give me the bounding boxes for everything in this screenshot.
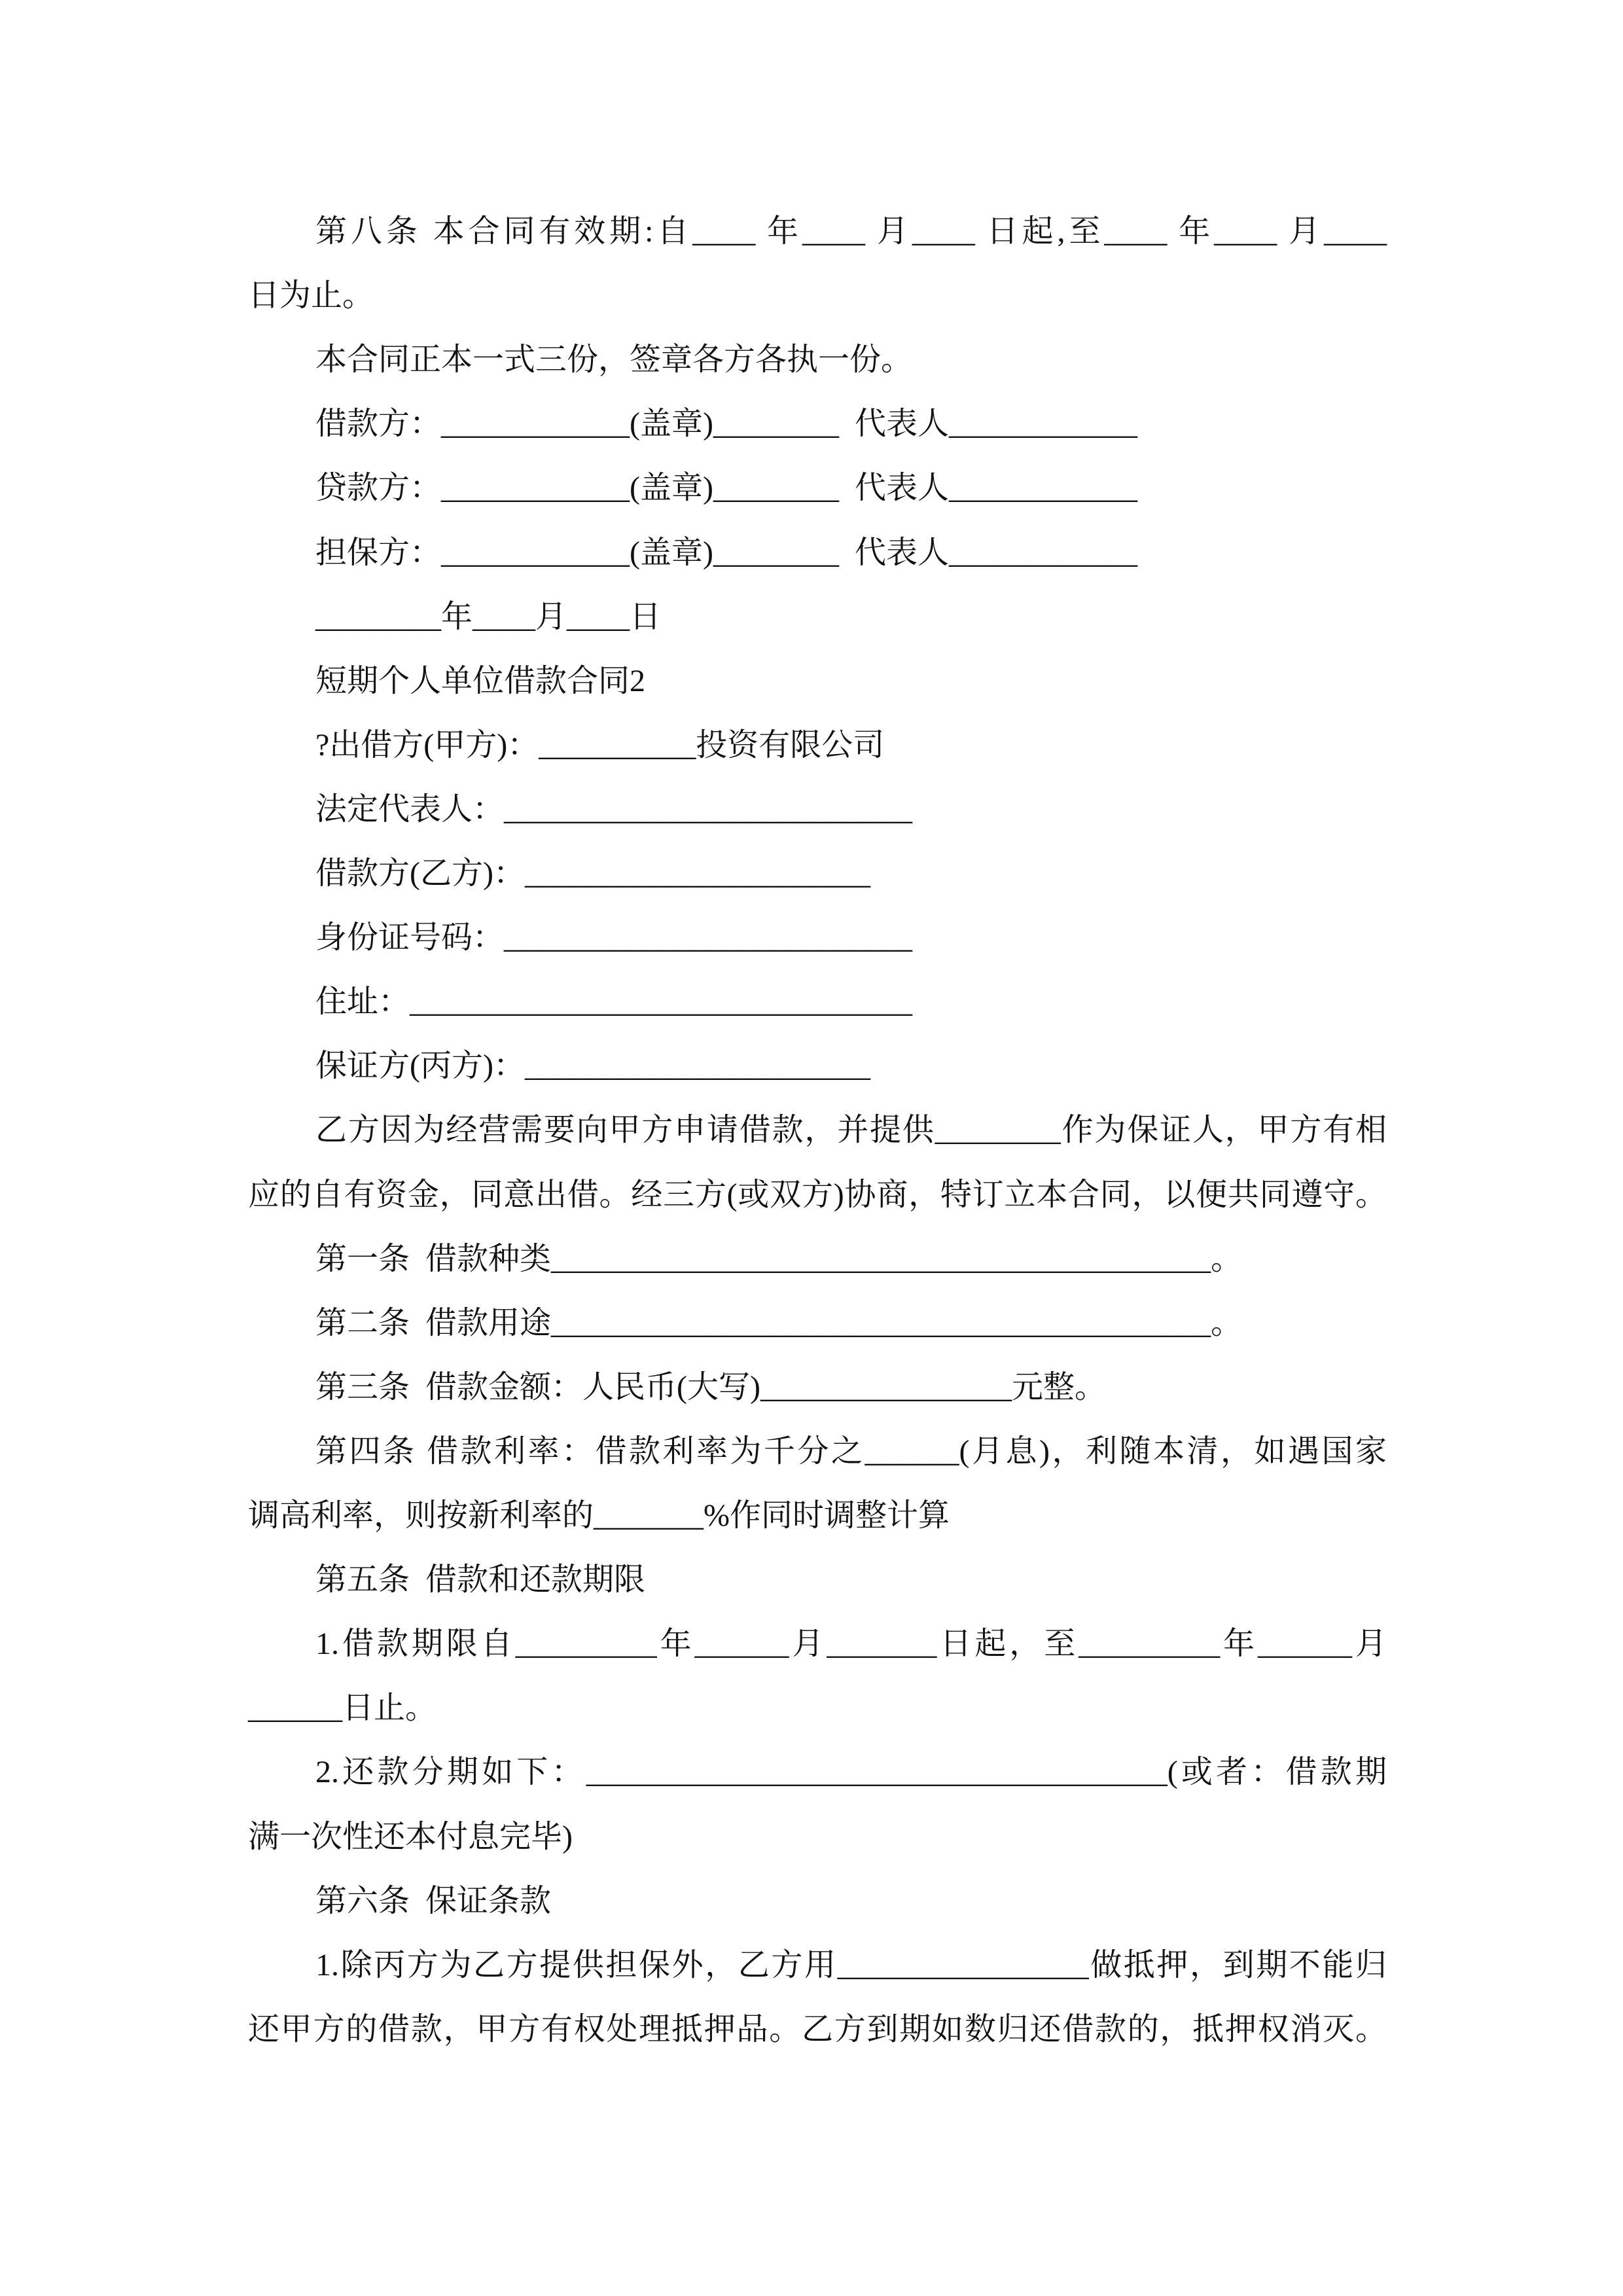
article-8-validity-cont: 日为止。 — [248, 278, 374, 314]
preamble-cont: 应的自有资金，同意出借。经三方(或双方)协商，特订立本合同，以便共同遵守。 — [248, 1177, 1387, 1212]
article-6-heading: 第六条 保证条款 — [315, 1883, 552, 1918]
article-5-term: 1.借款期限自_________年______月_______日起，至_________年______月 — [315, 1626, 1387, 1662]
address: 住址：________________________________ — [315, 984, 913, 1020]
article-4-interest-rate: 第四条 借款利率：借款利率为千分之______(月息)，利随本清，如遇国家 — [315, 1433, 1387, 1469]
article-8-validity: 第八条 本合同有效期:自____ 年____ 月____ 日起,至____ 年____ 月____ — [315, 214, 1387, 249]
article-6-collateral-cont: 还甲方的借款，甲方有权处理抵押品。乙方到期如数归还借款的，抵押权消灭。 — [248, 2011, 1387, 2047]
article-5-installments-cont: 满一次性还本付息完毕) — [248, 1819, 573, 1854]
article-6-collateral: 1.除丙方为乙方提供担保外，乙方用________________做抵押，到期不能归 — [315, 1947, 1387, 1982]
guarantor-party-c: 保证方(丙方)：______________________ — [315, 1049, 870, 1084]
lender-signature-line: 贷款方：____________(盖章)________ 代表人____________ — [315, 471, 1137, 506]
article-1-loan-type: 第一条 借款种类__________________________________________。 — [315, 1241, 1243, 1276]
article-5-heading: 第五条 借款和还款期限 — [315, 1562, 646, 1598]
signing-date: ________年____月____日 — [315, 599, 662, 634]
copies-clause: 本合同正本一式三份，签章各方各执一份。 — [315, 342, 913, 378]
guarantor-signature-line: 担保方：____________(盖章)________ 代表人____________ — [315, 535, 1137, 570]
article-3-loan-amount: 第三条 借款金额：人民币(大写)________________元整。 — [315, 1369, 1106, 1405]
lender-party-a: ?出借方(甲方)：__________投资有限公司 — [315, 727, 885, 762]
borrower-party-b: 借款方(乙方)：______________________ — [315, 856, 870, 891]
article-5-term-cont: ______日止。 — [248, 1691, 437, 1726]
article-4-interest-rate-cont: 调高利率，则按新利率的_______%作同时调整计算 — [248, 1498, 950, 1533]
legal-representative: 法定代表人：__________________________ — [315, 791, 913, 827]
preamble: 乙方因为经营需要向甲方申请借款，并提供________作为保证人，甲方有相 — [315, 1113, 1387, 1148]
article-5-installments: 2.还款分期如下：_____________________________________(或者：借款期 — [315, 1755, 1387, 1790]
id-number: 身份证号码：__________________________ — [315, 920, 913, 956]
contract-2-title: 短期个人单位借款合同2 — [315, 663, 646, 698]
borrower-signature-line: 借款方：____________(盖章)________ 代表人____________ — [315, 406, 1137, 442]
article-2-loan-purpose: 第二条 借款用途__________________________________________。 — [315, 1305, 1243, 1340]
